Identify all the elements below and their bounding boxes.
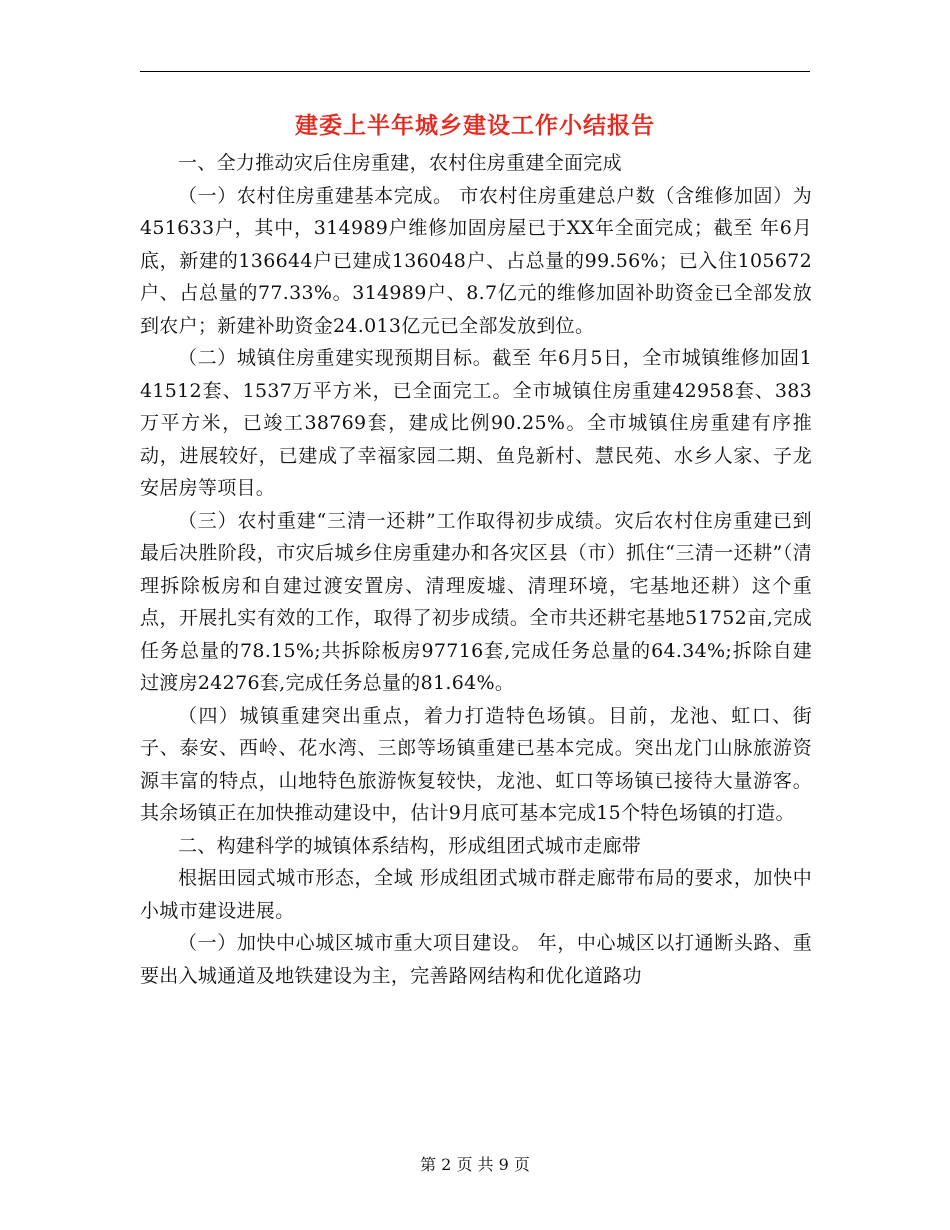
- paragraph-central-projects: （一）加快中心城区城市重大项目建设。 年，中心城区以打通断头路、重要出入城通道及地铁建设为主，完善路网结构和优化道路功: [140, 932, 812, 987]
- page-footer: 第 2 页 共 9 页: [420, 1155, 530, 1174]
- paragraph-city-corridor: 根据田园式城市形态，全域 形成组团式城市群走廊带布局的要求，加快中小城市建设进展。: [140, 867, 812, 922]
- document-body: [140, 147, 812, 992]
- document-title: 建委上半年城乡建设工作小结报告: [295, 112, 655, 139]
- paragraph-three-clear: （三）农村重建“三清一还耕”工作取得初步成绩。灾后农村住房重建已到最后决胜阶段，市灾后城乡住房重建办和各灾区县（市）抓住“三清一还耕”（清理拆除板房和自建过渡安置房、清理废墟、清理环境，宅基地还耕）这个重点，开展扎实有效的工作，取得了初步成绩。全市共还耕宅基地51752亩,完成任务总量的78.15%;共拆除板房97716套,完成任务总量的64.34%;拆除自建过渡房24276套,完成任务总量的81.64%。: [140, 509, 812, 694]
- paragraph-urban-housing: （二）城镇住房重建实现预期目标。截至 年6月5日，全市城镇维修加固141512套、1537万平方米，已全面完工。全市城镇住房重建42958套、383万平方米，已竣工38769套，建成比例90.25%。全市城镇住房重建有序推动，进展较好，已建成了幸福家园二期、鱼凫新村、慧民苑、水乡人家、子龙安居房等项目。: [140, 347, 812, 499]
- header-divider: [140, 71, 810, 72]
- section-heading-1: 一、全力推动灾后住房重建，农村住房重建全面完成: [178, 152, 622, 174]
- paragraph-featured-towns: （四）城镇重建突出重点，着力打造特色场镇。目前，龙池、虹口、街子、泰安、西岭、花水湾、三郎等场镇重建已基本完成。突出龙门山脉旅游资源丰富的特点，山地特色旅游恢复较快，龙池、虹口等场镇已接待大量游客。其余场镇正在加快推动建设中，估计9月底可基本完成15个特色场镇的打造。: [140, 704, 812, 824]
- section-heading-2: 二、构建科学的城镇体系结构，形成组团式城市走廊带: [178, 834, 642, 857]
- paragraph-rural-housing: （一）农村住房重建基本完成。 市农村住房重建总户数（含维修加固）为451633户，其中，314989户维修加固房屋已于XX年全面完成；截至 年6月底，新建的136644户已建成136048户、占总量的99.56%；已入住105672户、占总量的77.33%。314989户、8.7亿元的维修加固补助资金已全部发放到农户；新建补助资金24.013亿元已全部发放到位。: [140, 184, 812, 337]
